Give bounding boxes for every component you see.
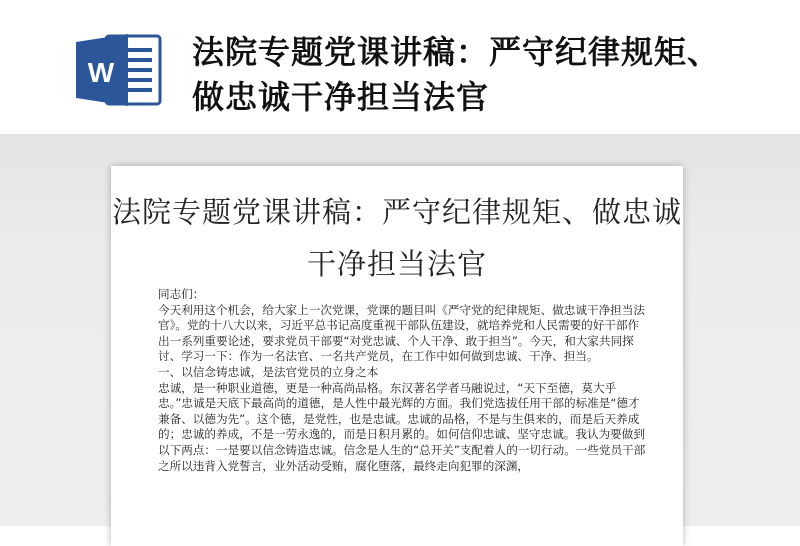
paragraph-salutation: 同志们： — [158, 287, 205, 301]
document-page — [111, 166, 683, 546]
word-document-icon — [76, 32, 166, 108]
document-title: 法院专题党课讲稿：严守纪律规矩、做忠诚干净担当法官 — [111, 195, 682, 281]
section-heading-1: 一、以信念铸忠诚，是法官党员的立身之本 — [158, 364, 379, 379]
header-title: 法院专题党课讲稿：严守纪律规矩、做忠诚干净担当法官 — [192, 33, 721, 116]
document-body — [158, 287, 648, 474]
paragraph-loyalty: 忠诚，是一种职业道德，更是一种高尚品格。东汉著名学者马融说过，“天下至德，莫大乎忠。”忠诚是天底下最高尚的道德，是人性中最光辉的方面。我们党选拔任用干部的标准是“德才兼备、以德为先”。这个德，是党性，也是忠诚。忠诚的品格，不是与生俱来的，而是后天养成的；忠诚的养成，不是一劳永逸的，而是日积月累的。如何信仰忠诚、坚守忠诚。我认为要做到以下两点：一是要以信念铸造忠诚。信念是人生的“总开关”支配着人的一切行动。一些党员干部之所以违背入党誓言，业外活动受贿，腐化堕落，最终走向犯罪的深渊， — [158, 380, 646, 473]
page-header — [0, 0, 800, 134]
word-icon-letter: W — [87, 57, 115, 88]
paragraph-intro: 今天利用这个机会，给大家上一次党课，党课的题目叫《严守党的纪律规矩、做忠诚干净担当法官》。党的十八大以来，习近平总书记高度重视干部队伍建设，就培养党和人民需要的好干部作出一系列重要论述，要求党员干部要“对党忠诚、个人干净、敢于担当”。今天，和大家共同探讨、学习一下：作为一名法官、一名共产党员，在工作中如何做到忠诚、干净、担当。 — [158, 302, 645, 364]
